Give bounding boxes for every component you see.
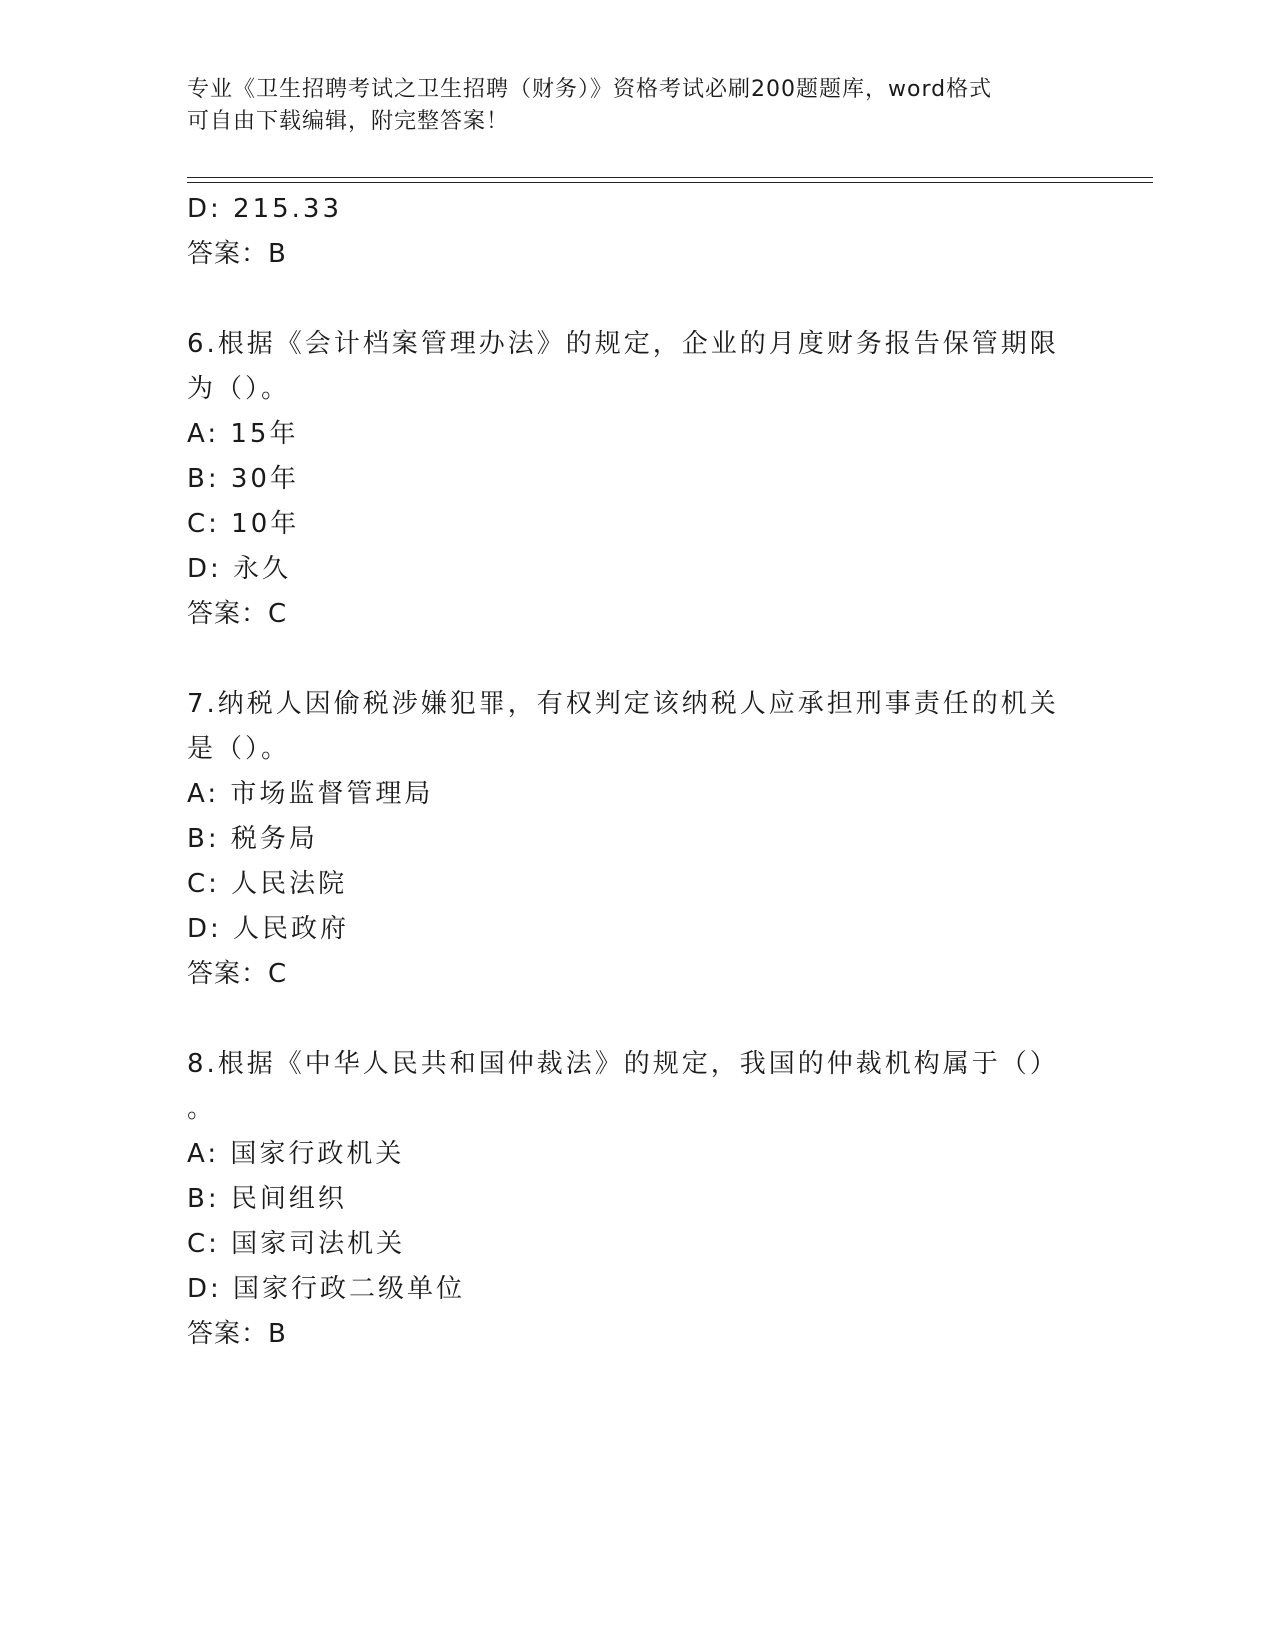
q8-stem-line-2: 。 [187,1094,217,1124]
header-divider-bottom [187,182,1153,183]
header-divider-top [187,177,1153,178]
q8-answer: 答案：B [187,1319,287,1349]
header-title-line-1: 专业《卫生招聘考试之卫生招聘（财务）》资格考试必刷200题题库，word格式 [187,77,993,102]
q8-option-d: D: 国家行政二级单位 [187,1274,466,1304]
q6-option-c: C: 10年 [187,509,300,539]
q7-stem-line-1: 7.纳税人因偷税涉嫌犯罪，有权判定该纳税人应承担刑事责任的机关 [187,689,1059,719]
q6-option-a: A: 15年 [187,419,299,449]
q6-option-b: B: 30年 [187,464,299,494]
q7-option-c: C: 人民法院 [187,869,348,899]
q6-answer: 答案：C [187,599,288,629]
q7-answer: 答案：C [187,959,288,989]
q8-option-a: A: 国家行政机关 [187,1139,405,1169]
q6-stem-line-1: 6.根据《会计档案管理办法》的规定，企业的月度财务报告保管期限 [187,329,1059,359]
q7-stem-line-2: 是（）。 [187,734,291,764]
q8-option-c: C: 国家司法机关 [187,1229,406,1259]
q6-option-d: D: 永久 [187,554,292,584]
prev-option-d: D: 215.33 [187,194,343,224]
q7-option-b: B: 税务局 [187,824,318,854]
page-header [187,74,1067,138]
q6-stem-line-2: 为（）。 [187,374,291,404]
prev-answer: 答案：B [187,239,287,269]
q7-option-d: D: 人民政府 [187,914,350,944]
q8-stem-line-1: 8.根据《中华人民共和国仲裁法》的规定，我国的仲裁机构属于（） [187,1049,1059,1079]
q8-option-b: B: 民间组织 [187,1184,347,1214]
header-title-line-2: 可自由下载编辑，附完整答案！ [187,109,510,134]
q7-option-a: A: 市场监督管理局 [187,779,434,809]
